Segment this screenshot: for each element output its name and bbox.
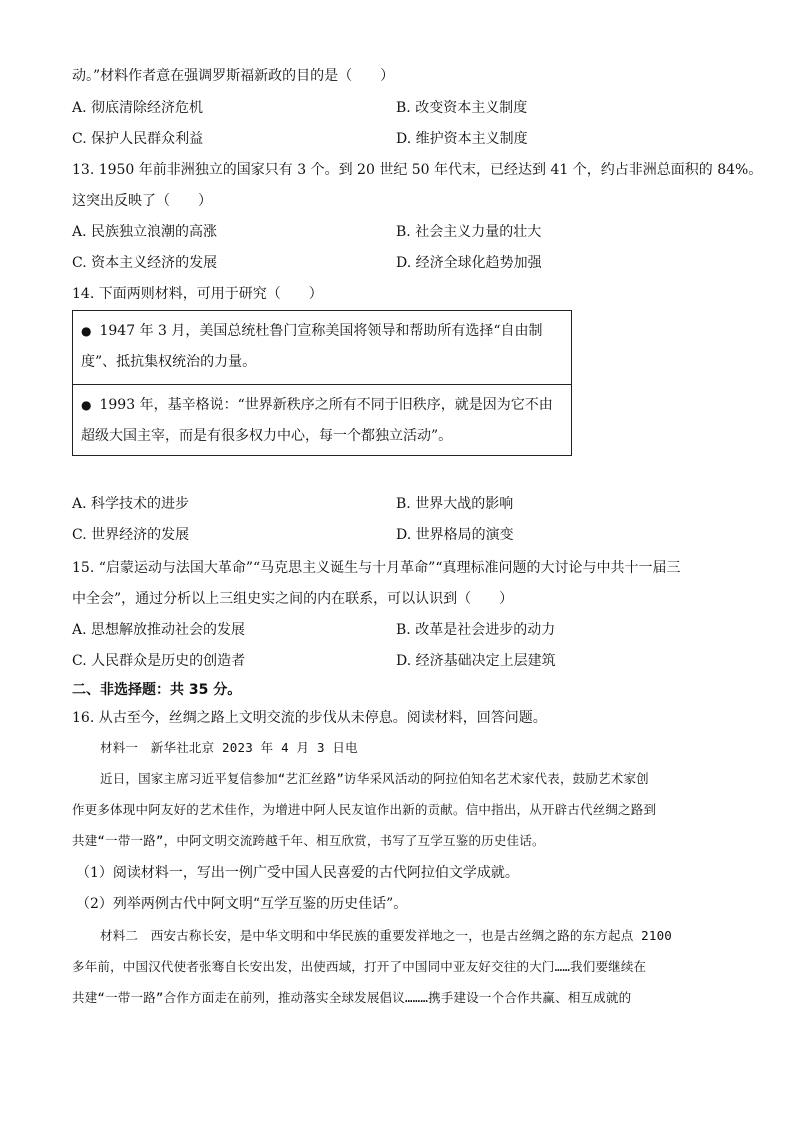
q12-option-a: A. 彻底清除经济危机	[72, 100, 204, 116]
q13-option-d: D. 经济全球化趋势加强	[396, 255, 542, 271]
section2-title: 二、非选择题：共 35 分。	[72, 682, 242, 698]
q16-material1-line1: 近日，国家主席习近平复信参加“艺汇丝路”访华采风活动的阿拉伯知名艺术家代表，鼓励艺术家创	[100, 771, 649, 786]
q14-option-c: C. 世界经济的发展	[72, 527, 190, 543]
q13-stem-line1: 13. 1950 年前非洲独立的国家只有 3 个。到 20 世纪 50 年代末，已经达到 41 个，约占非洲总面积的 84%。	[72, 162, 763, 178]
bullet-icon: ●	[81, 398, 92, 412]
q12-option-c: C. 保护人民群众利益	[72, 131, 204, 147]
q14-material2-text1: 1993 年，基辛格说：“世界新秩序之所有不同于旧秩序，就是因为它不由	[99, 397, 553, 413]
q13-option-c: C. 资本主义经济的发展	[72, 255, 218, 271]
q14-option-b: B. 世界大战的影响	[396, 496, 514, 512]
q16-material2-line1: 材料二 西安古称长安，是中华文明和中华民族的重要发祥地之一，也是古丝绸之路的东方起点 2100	[100, 928, 673, 943]
q16-subquestion-2: （2）列举两例古代中阿文明“互学互鉴的历史佳话”。	[76, 896, 408, 912]
table-divider	[73, 384, 571, 385]
q14-material1-line1	[81, 321, 543, 341]
q14-material1-text1: 1947 年 3 月，美国总统杜鲁门宣称美国将领导和帮助所有选择“自由制	[99, 323, 543, 339]
bullet-icon: ●	[81, 324, 92, 338]
q16-material2-line2: 多年前，中国汉代使者张骞自长安出发，出使西域，打开了中国同中亚友好交往的大门……我们要继续在	[72, 959, 647, 974]
q13-option-a: A. 民族独立浪潮的高涨	[72, 224, 218, 240]
q15-option-d: D. 经济基础决定上层建筑	[396, 653, 556, 669]
q16-material1-line3: 共建“一带一路”，中阿文明交流跨越千年、相互欣赏，书写了互学互鉴的历史佳话。	[72, 833, 545, 848]
q16-subquestion-1: （1）阅读材料一，写出一例广受中国人民喜爱的古代阿拉伯文学成就。	[76, 865, 519, 881]
q14-material2-line2: 超级大国主宰，而是有很多权力中心，每一个都独立活动”。	[81, 428, 453, 444]
q13-stem-line2: 这突出反映了（ ）	[72, 193, 212, 209]
q14-material-table	[72, 310, 572, 456]
q16-stem: 16. 从古至今，丝绸之路上文明交流的步伐从未停息。阅读材料，回答问题。	[72, 710, 547, 726]
q15-option-b: B. 改革是社会进步的动力	[396, 622, 556, 638]
q13-option-b: B. 社会主义力量的壮大	[396, 224, 542, 240]
q15-option-a: A. 思想解放推动社会的发展	[72, 622, 246, 638]
q14-material1-line2: 度”、抵抗集权统治的力量。	[81, 354, 257, 370]
q16-material1-source: 材料一 新华社北京 2023 年 4 月 3 日电	[100, 740, 358, 755]
q12-option-d: D. 维护资本主义制度	[396, 131, 528, 147]
q14-option-d: D. 世界格局的演变	[396, 527, 514, 543]
q14-option-a: A. 科学技术的进步	[72, 496, 190, 512]
q15-stem-line1: 15. “启蒙运动与法国大革命”“马克思主义诞生与十月革命”“真理标准问题的大讨论与中共十一届三	[72, 560, 681, 576]
q12-stem-tail: 动。”材料作者意在强调罗斯福新政的目的是（ ）	[72, 68, 395, 84]
q14-material2-line1	[81, 395, 553, 415]
q12-option-b: B. 改变资本主义制度	[396, 100, 528, 116]
q16-material2-line3: 共建“一带一路”合作方面走在前列，推动落实全球发展倡议………携手建设一个合作共赢、相互成就的	[72, 990, 632, 1005]
q16-material1-line2: 作更多体现中阿友好的艺术佳作，为增进中阿人民友谊作出新的贡献。信中指出，从开辟古代丝绸之路到	[72, 802, 657, 817]
q14-stem: 14. 下面两则材料，可用于研究（ ）	[72, 286, 323, 302]
q15-stem-line2: 中全会”，通过分析以上三组史实之间的内在联系，可以认识到（ ）	[72, 591, 514, 607]
q15-option-c: C. 人民群众是历史的创造者	[72, 653, 246, 669]
